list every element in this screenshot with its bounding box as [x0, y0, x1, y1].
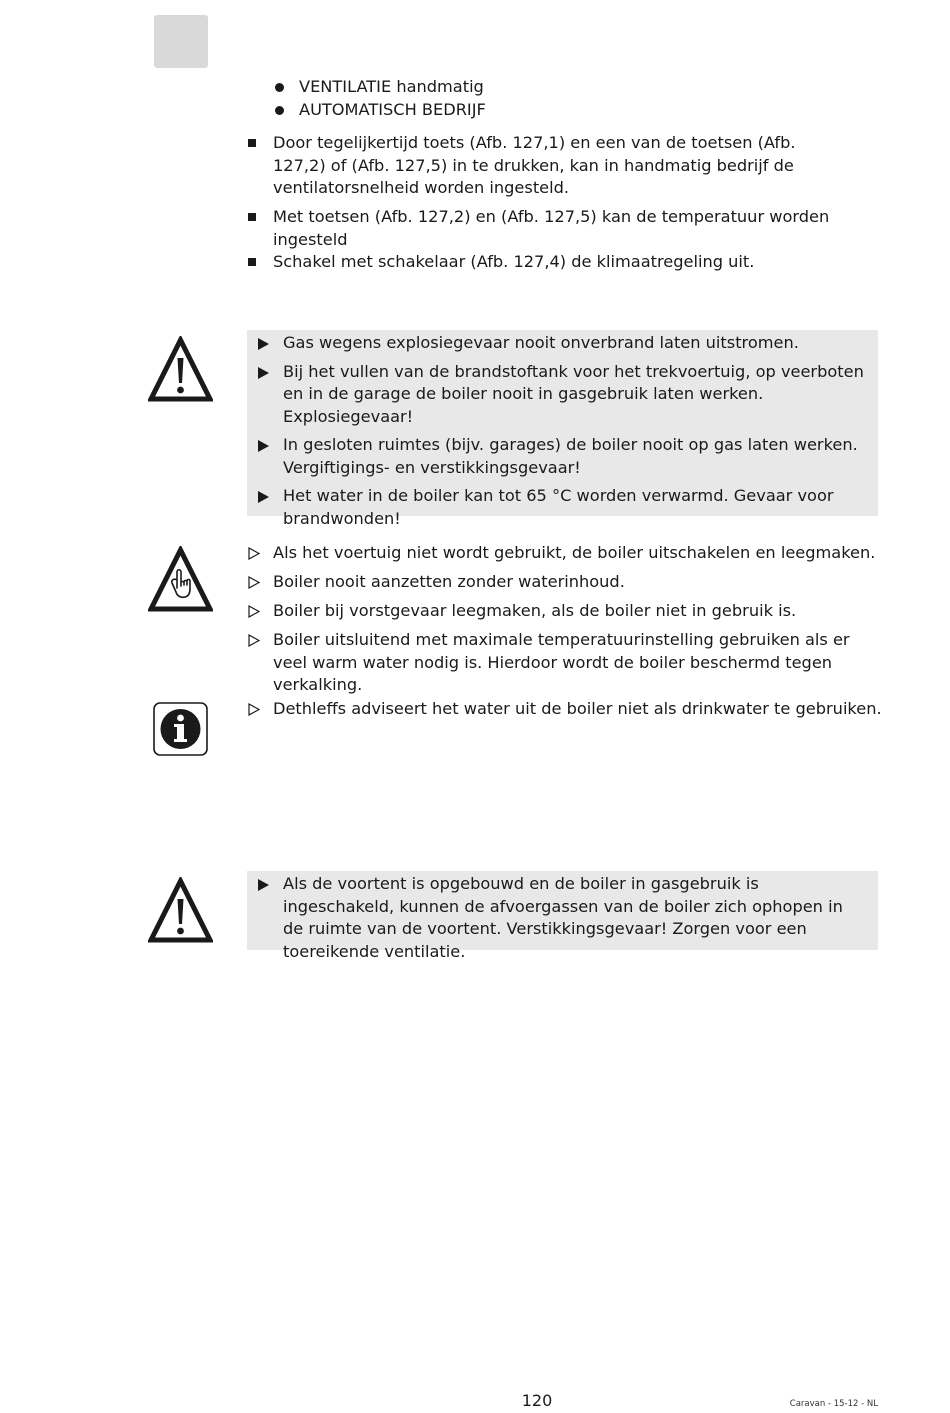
sub-bullet-item: AUTOMATISCH BEDRIJF — [272, 99, 872, 122]
arrow-bullet-icon — [258, 367, 269, 379]
chapter-tab-marker — [154, 15, 208, 68]
warning-item: Het water in de boiler kan tot 65 °C worden verwarmd. Gevaar voor brandwonden! — [258, 485, 868, 530]
bullet-dot-icon — [275, 106, 284, 115]
instruction-item: Door tegelijkertijd toets (Afb. 127,1) en een van de toetsen (Afb. 127,2) of (Afb. 127,5) in te drukken, kan in handmatig bedrijf de ventilatorsnelheid worden ingesteld. — [247, 132, 847, 200]
arrow-bullet-icon — [258, 491, 269, 503]
square-bullet-icon — [248, 213, 256, 221]
hollow-arrow-bullet-icon — [248, 576, 260, 589]
document-reference: Caravan - 15-12 - NL — [789, 1399, 878, 1409]
sub-bullet-list — [272, 76, 872, 121]
instruction-item: Met toetsen (Afb. 127,2) en (Afb. 127,5) kan de temperatuur worden ingesteld — [247, 206, 882, 251]
info-item: Dethleffs adviseert het water uit de boiler niet als drinkwater te gebruiken. — [247, 698, 882, 721]
caution-item: Boiler uitsluitend met maximale temperatuurinstelling gebruiken als er veel warm water nodig is. Hierdoor wordt de boiler beschermd tegen verkalking. — [247, 629, 882, 697]
square-bullet-icon — [248, 139, 256, 147]
arrow-bullet-icon — [258, 879, 269, 891]
hollow-arrow-bullet-icon — [248, 634, 260, 647]
warning-box — [247, 330, 878, 528]
arrow-bullet-icon — [258, 440, 269, 452]
caution-item: Boiler nooit aanzetten zonder waterinhoud. — [247, 571, 882, 594]
warning-item: In gesloten ruimtes (bijv. garages) de boiler nooit op gas laten werken. Vergiftigings- en verstikkingsgevaar! — [258, 434, 868, 479]
square-bullet-icon — [248, 258, 256, 266]
instruction-item: Schakel met schakelaar (Afb. 127,4) de klimaatregeling uit. — [247, 251, 882, 274]
warning-item: Als de voortent is opgebouwd en de boiler in gasgebruik is ingeschakeld, kunnen de afvoergassen van de boiler zich ophopen in de ruimte van de voortent. Verstikkingsgevaar! Zorgen voor een toereikende ventilatie. — [258, 873, 868, 963]
caution-item: Boiler bij vorstgevaar leegmaken, als de boiler niet in gebruik is. — [247, 600, 882, 623]
hollow-arrow-bullet-icon — [248, 547, 260, 560]
warning-item: Gas wegens explosiegevaar nooit onverbrand laten uitstromen. — [258, 332, 868, 355]
caution-item: Als het voertuig niet wordt gebruikt, de boiler uitschakelen en leegmaken. — [247, 542, 882, 565]
hollow-arrow-bullet-icon — [248, 703, 260, 716]
caution-list — [247, 542, 882, 697]
warning-box — [247, 871, 878, 961]
warning-item: Bij het vullen van de brandstoftank voor het trekvoertuig, op veerboten en in de garage de boiler nooit in gasgebruik laten werken. Explosiegevaar! — [258, 361, 868, 429]
bullet-dot-icon — [275, 83, 284, 92]
hollow-arrow-bullet-icon — [248, 605, 260, 618]
info-icon — [153, 702, 208, 756]
caution-hand-icon — [148, 546, 213, 612]
warning-triangle-icon — [148, 336, 213, 402]
sub-bullet-item: VENTILATIE handmatig — [272, 76, 872, 99]
warning-triangle-icon — [148, 877, 213, 943]
page-number: 120 — [521, 1391, 553, 1410]
info-list — [247, 698, 882, 721]
arrow-bullet-icon — [258, 338, 269, 350]
